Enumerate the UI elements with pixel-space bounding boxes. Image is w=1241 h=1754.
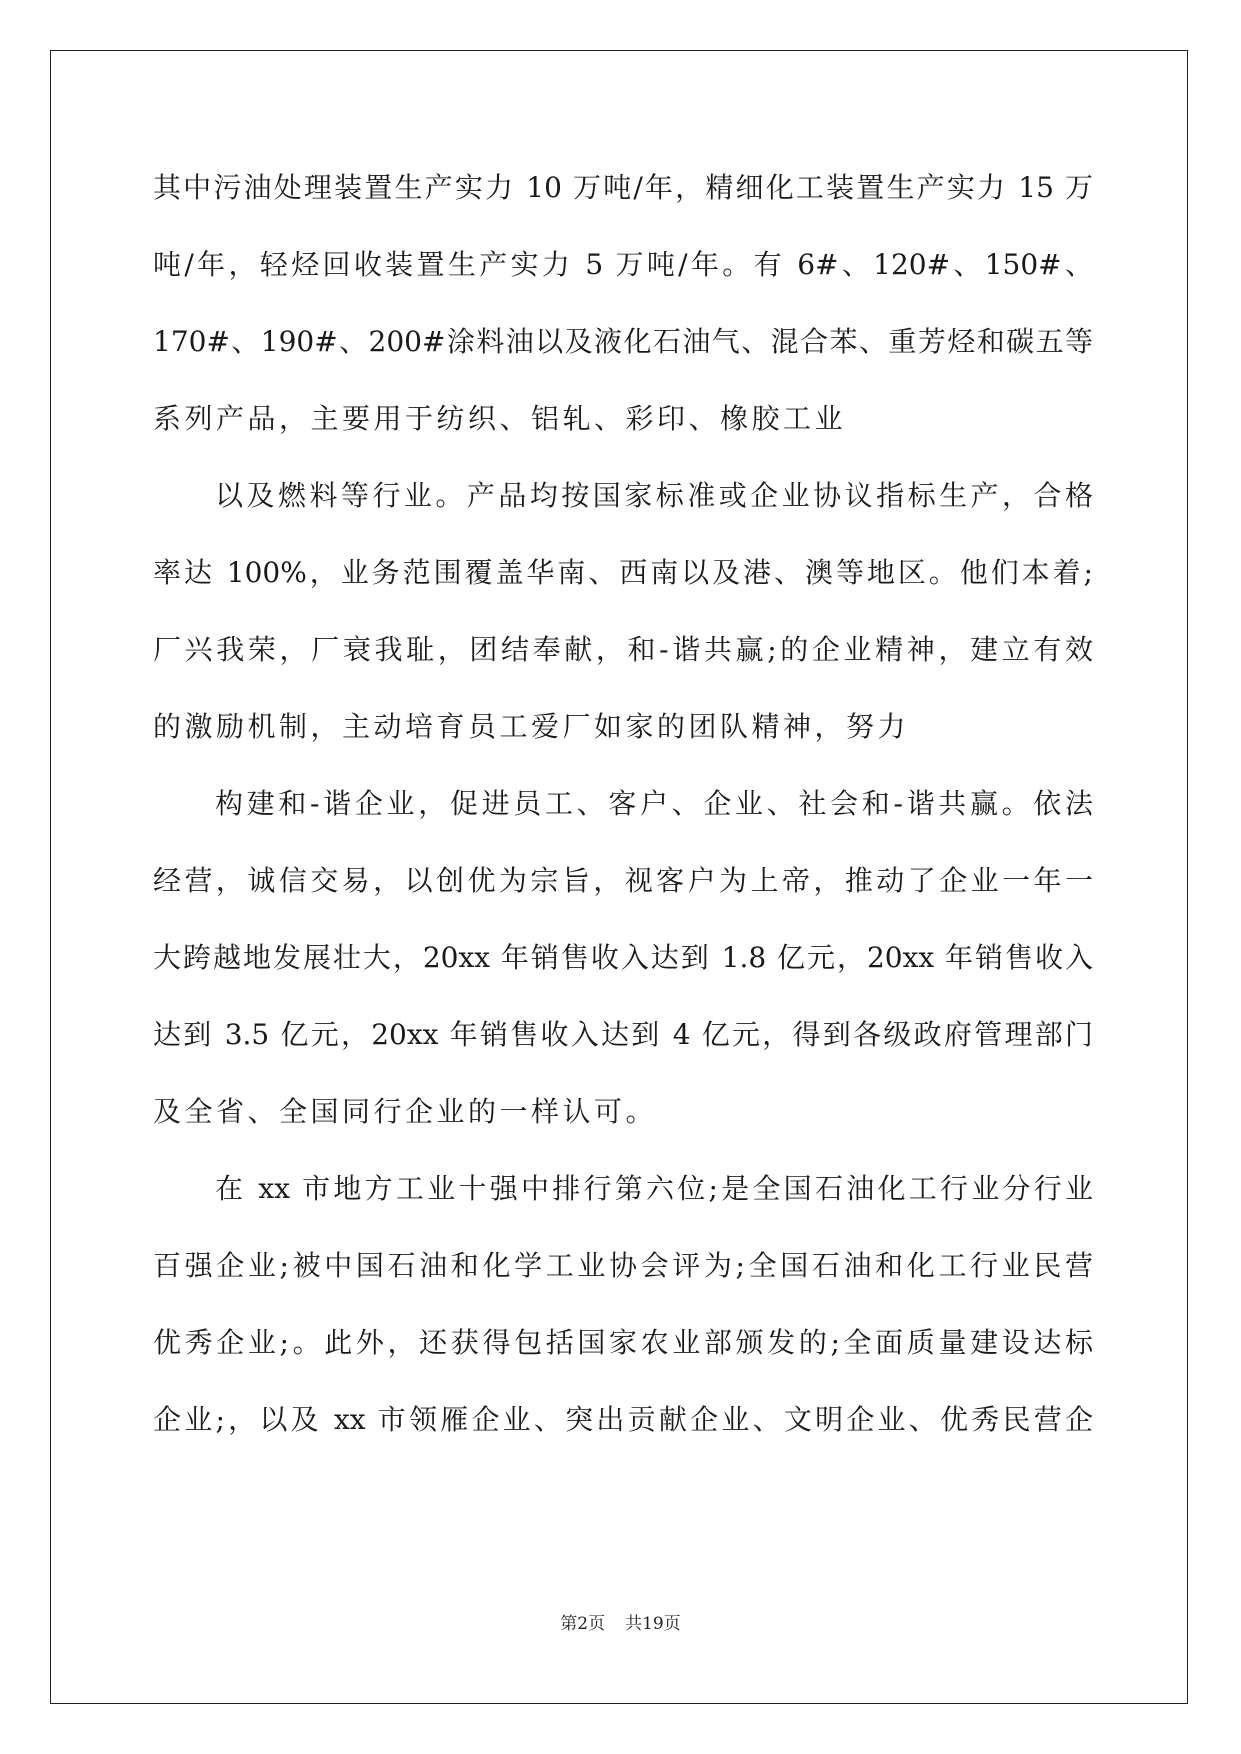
paragraph-first-line: 在 xx 市地方工业十强中排行第六位;是全国石油化工行业分行业 (215, 1172, 1093, 1205)
text-line: 厂兴我荣，厂衰我耻，团结奉献，和-谐共赢;的企业精神，建立有效 (153, 633, 1093, 666)
text-line: 及全省、全国同行企业的一样认可。 (153, 1095, 658, 1128)
text-line: 大跨越地发展壮大，20xx 年销售收入达到 1.8 亿元，20xx 年销售收入 (153, 941, 1093, 974)
document-body (153, 162, 1093, 1471)
text-line: 系列产品，主要用于纺织、铝轧、彩印、橡胶工业 (153, 402, 847, 435)
text-line: 百强企业;被中国石油和化学工业协会评为;全国石油和化工行业民营 (153, 1249, 1093, 1282)
text-line: 170#、190#、200#涂料油以及液化石油气、混合苯、重芳烃和碳五等 (153, 325, 1093, 358)
text-line: 其中污油处理装置生产实力 10 万吨/年，精细化工装置生产实力 15 万 (153, 171, 1093, 204)
paragraph-first-line: 构建和-谐企业，促进员工、客户、企业、社会和-谐共赢。依法 (215, 787, 1093, 820)
text-line: 经营，诚信交易，以创优为宗旨，视客户为上帝，推动了企业一年一 (153, 864, 1093, 897)
text-line: 企业;，以及 xx 市领雁企业、突出贡献企业、文明企业、优秀民营企 (153, 1403, 1093, 1436)
text-line: 达到 3.5 亿元，20xx 年销售收入达到 4 亿元，得到各级政府管理部门 (153, 1018, 1093, 1051)
text-line: 的激励机制，主动培育员工爱厂如家的团队精神，努力 (153, 710, 910, 743)
text-line: 吨/年，轻烃回收装置生产实力 5 万吨/年。有 6#、120#、150#、 (153, 248, 1093, 281)
page-number: 第2页 (560, 1614, 606, 1634)
paragraph-first-line: 以及燃料等行业。产品均按国家标准或企业协议指标生产，合格 (215, 479, 1093, 512)
text-line: 率达 100%，业务范围覆盖华南、西南以及港、澳等地区。他们本着; (153, 556, 1093, 589)
text-line: 优秀企业;。此外，还获得包括国家农业部颁发的;全面质量建设达标 (153, 1326, 1093, 1359)
page-footer (0, 1612, 1241, 1636)
page-total: 共19页 (625, 1614, 681, 1634)
